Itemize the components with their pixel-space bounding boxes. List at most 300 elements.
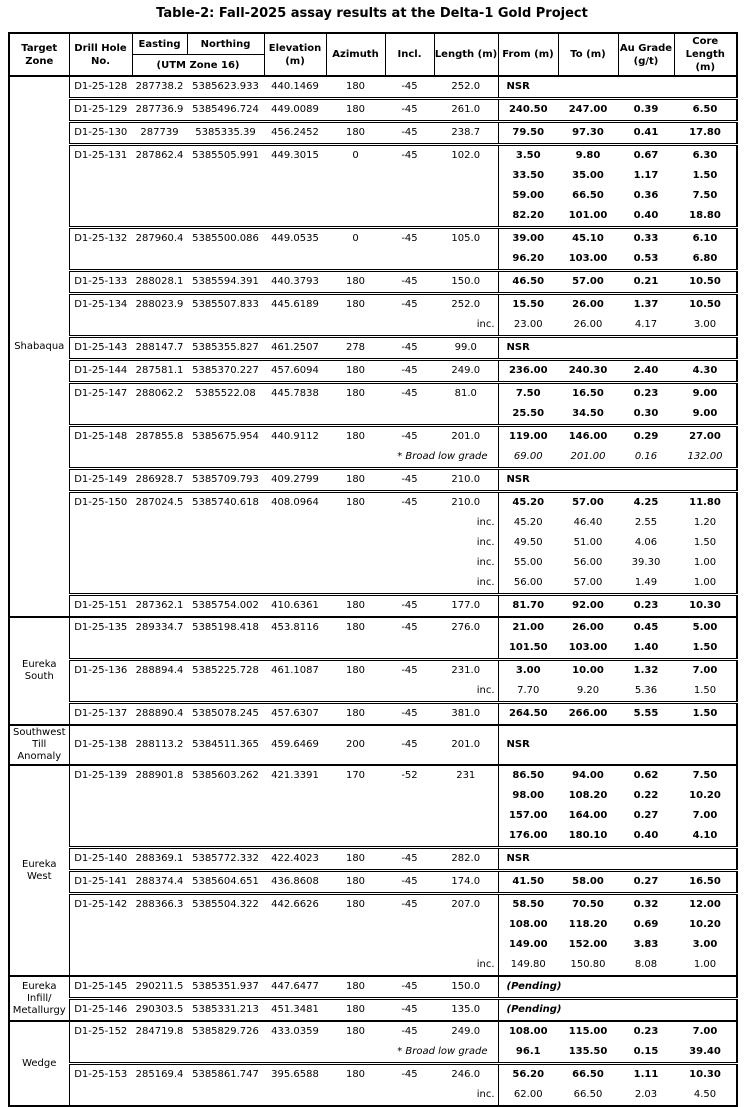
au-grade-cell: 0.36	[633, 189, 659, 201]
to-cell: 103.00	[568, 252, 608, 264]
to-cell: 9.80	[558, 145, 618, 167]
azimuth-cell: 180	[326, 271, 385, 294]
from-cell: 56.20	[498, 1064, 558, 1086]
au-grade-cell: 0.39	[618, 99, 674, 122]
header-core-length: Core Length (m)	[674, 33, 737, 76]
header-incl: Incl.	[385, 33, 434, 76]
filler-cell	[69, 1042, 326, 1064]
to-cell: 118.20	[568, 918, 608, 930]
azimuth-cell: 180	[326, 383, 385, 405]
au-grade-cell: 1.37	[618, 294, 674, 316]
northing-cell: 5385225.728	[187, 660, 264, 682]
core-length-cell: 3.00	[692, 938, 718, 950]
filler-cell	[69, 513, 434, 533]
from-cell: 69.00	[498, 447, 558, 469]
to-cell: 57.00	[573, 576, 603, 588]
easting-cell: 288062.2	[132, 383, 187, 405]
incl-cell: -45	[385, 1021, 434, 1042]
to-cell: 201.00	[570, 450, 606, 462]
azimuth-cell: 200	[326, 725, 385, 765]
azimuth-cell: 180	[326, 492, 385, 514]
incl-cell: -45	[385, 122, 434, 145]
to-cell: 35.00	[572, 169, 604, 181]
incl-cell: -45	[385, 99, 434, 122]
header-elevation: Elevation (m)	[264, 33, 326, 76]
easting-cell: 289334.7	[132, 617, 187, 638]
easting-cell: 288023.9	[132, 294, 187, 316]
from-cell: 41.50	[498, 871, 558, 894]
incl-cell: -45	[385, 894, 434, 916]
to-cell: 16.50	[558, 383, 618, 405]
to-cell: 45.10	[558, 228, 618, 250]
easting-cell: 288369.1	[132, 848, 187, 871]
header-au-grade: Au Grade (g/t)	[618, 33, 674, 76]
from-cell: 82.20	[498, 206, 558, 228]
northing-cell: 5385740.618	[187, 492, 264, 514]
au-grade-cell: 0.69	[633, 918, 659, 930]
elevation-cell: 451.3481	[264, 999, 326, 1022]
from-cell: 45.20	[498, 492, 558, 514]
assay-row	[9, 1042, 737, 1064]
elevation-cell: 445.7838	[264, 383, 326, 405]
to-cell: 180.10	[568, 829, 608, 841]
au-grade-cell: 4.17	[634, 318, 658, 330]
easting-cell: 288894.4	[132, 660, 187, 682]
zone-cell: Eureka West	[9, 765, 69, 976]
northing-cell: 5385505.991	[187, 145, 264, 167]
drill-hole-cell: D1-25-138	[69, 725, 132, 765]
assay-row	[9, 725, 737, 765]
from-cell: 101.50	[498, 638, 558, 660]
to-cell: 57.00	[558, 271, 618, 294]
northing-cell: 5385355.827	[187, 337, 264, 360]
incl-cell: -45	[385, 871, 434, 894]
filler-cell	[69, 206, 498, 228]
from-cell: 81.70	[498, 595, 558, 618]
from-cell: 56.00	[498, 573, 558, 595]
elevation-cell: 449.0089	[264, 99, 326, 122]
from-cell: 3.50	[498, 145, 558, 167]
easting-cell: 284719.8	[132, 1021, 187, 1042]
core-length-cell: 7.00	[692, 809, 718, 821]
assay-row	[9, 337, 737, 360]
to-cell: 108.20	[568, 789, 608, 801]
northing-cell: 5385335.39	[187, 122, 264, 145]
length-cell: 81.0	[434, 383, 498, 405]
easting-cell: 286928.7	[132, 469, 187, 492]
azimuth-cell: 180	[326, 76, 385, 99]
azimuth-cell: 180	[326, 871, 385, 894]
filler-cell	[69, 166, 498, 186]
assay-table	[8, 32, 738, 1107]
au-grade-cell: 3.83	[633, 938, 659, 950]
au-grade-cell: 0.41	[618, 122, 674, 145]
incl-cell: -45	[385, 426, 434, 448]
from-cell: 33.50	[498, 166, 558, 186]
from-cell: 240.50	[498, 99, 558, 122]
au-grade-cell: 0.32	[618, 894, 674, 916]
length-cell: 231.0	[434, 660, 498, 682]
core-length-cell: 18.80	[689, 209, 721, 221]
length-cell: 252.0	[434, 294, 498, 316]
inc-label: inc.	[476, 576, 495, 588]
elevation-cell: 461.1087	[264, 660, 326, 682]
azimuth-cell: 180	[326, 660, 385, 682]
to-cell: 26.00	[573, 318, 603, 330]
from-cell: 264.50	[498, 703, 558, 726]
assay-row	[9, 955, 737, 976]
drill-hole-cell: D1-25-153	[69, 1064, 132, 1086]
table-header	[9, 33, 737, 76]
to-cell: 34.50	[572, 407, 604, 419]
zone-cell: Eureka South	[9, 617, 69, 725]
assay-row	[9, 848, 737, 871]
elevation-cell: 436.8608	[264, 871, 326, 894]
easting-cell: 287736.9	[132, 99, 187, 122]
inc-label: inc.	[476, 958, 495, 970]
elevation-cell: 449.3015	[264, 145, 326, 167]
drill-hole-cell: D1-25-131	[69, 145, 132, 167]
incl-cell: -45	[385, 271, 434, 294]
assay-row	[9, 935, 737, 955]
assay-row	[9, 294, 737, 316]
azimuth-cell: 180	[326, 294, 385, 316]
filler-cell	[69, 404, 498, 426]
azimuth-cell: 278	[326, 337, 385, 360]
to-cell: 115.00	[558, 1021, 618, 1042]
from-cell: 58.50	[498, 894, 558, 916]
core-length-cell: 9.00	[692, 407, 718, 419]
pending-cell: (Pending)	[498, 976, 737, 999]
au-grade-cell: 0.16	[634, 450, 658, 462]
azimuth-cell: 170	[326, 765, 385, 786]
inc-label: inc.	[476, 1088, 495, 1100]
length-cell: 276.0	[434, 617, 498, 638]
incl-cell: -45	[385, 294, 434, 316]
azimuth-cell: 180	[326, 848, 385, 871]
assay-row	[9, 826, 737, 848]
filler-cell	[69, 638, 498, 660]
azimuth-cell: 180	[326, 617, 385, 638]
core-length-cell: 1.20	[693, 516, 717, 528]
from-cell: 7.70	[498, 681, 558, 703]
elevation-cell: 445.6189	[264, 294, 326, 316]
core-length-cell: 4.10	[692, 829, 718, 841]
easting-cell: 285169.4	[132, 1064, 187, 1086]
to-cell: 92.00	[558, 595, 618, 618]
filler-cell	[69, 249, 498, 271]
core-length-cell: 10.50	[674, 271, 737, 294]
header-northing: Northing	[187, 33, 264, 55]
elevation-cell: 421.3391	[264, 765, 326, 786]
assay-row	[9, 228, 737, 250]
core-length-cell: 6.80	[692, 252, 718, 264]
to-cell: 101.00	[568, 209, 608, 221]
to-cell: 164.00	[568, 809, 608, 821]
drill-hole-cell: D1-25-132	[69, 228, 132, 250]
pending-cell: (Pending)	[498, 999, 737, 1022]
core-length-cell: 4.30	[674, 360, 737, 383]
incl-cell: -45	[385, 976, 434, 999]
core-length-cell: 3.00	[693, 318, 717, 330]
header-length: Length (m)	[434, 33, 498, 76]
core-length-cell: 27.00	[674, 426, 737, 448]
incl-cell: -45	[385, 469, 434, 492]
header-easting: Easting	[132, 33, 187, 55]
elevation-cell: 422.4023	[264, 848, 326, 871]
northing-cell: 5385829.726	[187, 1021, 264, 1042]
assay-row	[9, 492, 737, 514]
au-grade-cell: 0.40	[633, 829, 659, 841]
core-length-cell: 1.50	[692, 169, 718, 181]
incl-cell: -45	[385, 725, 434, 765]
length-cell: 150.0	[434, 976, 498, 999]
drill-hole-cell: D1-25-141	[69, 871, 132, 894]
northing-cell: 5385772.332	[187, 848, 264, 871]
core-length-cell: 7.00	[674, 1021, 737, 1042]
length-cell: 210.0	[434, 469, 498, 492]
elevation-cell: 447.6477	[264, 976, 326, 999]
assay-row	[9, 186, 737, 206]
drill-hole-cell: D1-25-142	[69, 894, 132, 916]
au-grade-cell: 0.21	[618, 271, 674, 294]
to-cell: 152.00	[568, 938, 608, 950]
zone-cell: Shabaqua	[9, 76, 69, 617]
assay-row	[9, 360, 737, 383]
incl-cell: -45	[385, 145, 434, 167]
easting-cell: 287855.8	[132, 426, 187, 448]
azimuth-cell: 180	[326, 1021, 385, 1042]
easting-cell: 287739	[132, 122, 187, 145]
length-cell: 261.0	[434, 99, 498, 122]
length-cell: 252.0	[434, 76, 498, 99]
filler-cell	[69, 681, 434, 703]
azimuth-cell: 180	[326, 703, 385, 726]
easting-cell: 287362.1	[132, 595, 187, 618]
easting-cell: 288147.7	[132, 337, 187, 360]
northing-cell: 5385370.227	[187, 360, 264, 383]
northing-cell: 5385198.418	[187, 617, 264, 638]
drill-hole-cell: D1-25-149	[69, 469, 132, 492]
northing-cell: 5385507.833	[187, 294, 264, 316]
inc-label: inc.	[476, 536, 495, 548]
header-utm-zone: (UTM Zone 16)	[132, 55, 264, 77]
length-cell: 135.0	[434, 999, 498, 1022]
easting-cell: 288113.2	[132, 725, 187, 765]
to-cell: 46.40	[573, 516, 603, 528]
inc-label: inc.	[476, 556, 495, 568]
length-cell: 249.0	[434, 1021, 498, 1042]
northing-cell: 5385603.262	[187, 765, 264, 786]
azimuth-cell: 180	[326, 360, 385, 383]
assay-row	[9, 638, 737, 660]
northing-cell: 5385496.724	[187, 99, 264, 122]
elevation-cell: 409.2799	[264, 469, 326, 492]
assay-row	[9, 660, 737, 682]
incl-cell: -45	[385, 228, 434, 250]
drill-hole-cell: D1-25-144	[69, 360, 132, 383]
filler-cell	[69, 186, 498, 206]
incl-cell: -45	[385, 848, 434, 871]
azimuth-cell: 180	[326, 976, 385, 999]
au-grade-cell: 1.11	[618, 1064, 674, 1086]
azimuth-cell: 180	[326, 469, 385, 492]
core-length-cell: 1.00	[693, 556, 717, 568]
au-grade-cell: 0.23	[618, 1021, 674, 1042]
elevation-cell: 459.6469	[264, 725, 326, 765]
assay-row	[9, 617, 737, 638]
northing-cell: 5385351.937	[187, 976, 264, 999]
filler-cell	[69, 826, 498, 848]
easting-cell: 287581.1	[132, 360, 187, 383]
nsr-cell: NSR	[498, 725, 737, 765]
filler-cell	[69, 1085, 434, 1106]
length-cell: 150.0	[434, 271, 498, 294]
assay-row	[9, 533, 737, 553]
au-grade-cell: 0.40	[633, 209, 659, 221]
au-grade-cell: 0.53	[633, 252, 659, 264]
elevation-cell: 395.6588	[264, 1064, 326, 1086]
to-cell: 66.50	[572, 189, 604, 201]
au-grade-cell: 1.17	[633, 169, 659, 181]
from-cell: 79.50	[498, 122, 558, 145]
assay-row	[9, 1064, 737, 1086]
from-cell: 96.1	[498, 1042, 558, 1064]
length-cell: 201.0	[434, 725, 498, 765]
northing-cell: 5385709.793	[187, 469, 264, 492]
filler-cell	[69, 786, 498, 806]
from-cell: 15.50	[498, 294, 558, 316]
inc-label: inc.	[476, 684, 495, 696]
drill-hole-cell: D1-25-143	[69, 337, 132, 360]
length-cell: 231	[434, 765, 498, 786]
core-length-cell: 5.00	[674, 617, 737, 638]
incl-cell: -45	[385, 337, 434, 360]
core-length-cell: 6.10	[674, 228, 737, 250]
northing-cell: 5385675.954	[187, 426, 264, 448]
northing-cell: 5385754.002	[187, 595, 264, 618]
assay-row	[9, 976, 737, 999]
core-length-cell: 10.20	[689, 918, 721, 930]
au-grade-cell: 0.62	[618, 765, 674, 786]
from-cell: 149.80	[498, 955, 558, 976]
core-length-cell: 7.50	[674, 765, 737, 786]
length-cell: 201.0	[434, 426, 498, 448]
au-grade-cell: 2.03	[634, 1088, 658, 1100]
elevation-cell: 457.6307	[264, 703, 326, 726]
drill-hole-cell: D1-25-152	[69, 1021, 132, 1042]
assay-row	[9, 426, 737, 448]
easting-cell: 287862.4	[132, 145, 187, 167]
assay-row	[9, 249, 737, 271]
azimuth-cell: 180	[326, 595, 385, 618]
from-cell: 98.00	[498, 786, 558, 806]
drill-hole-cell: D1-25-128	[69, 76, 132, 99]
drill-hole-cell: D1-25-134	[69, 294, 132, 316]
length-cell: 282.0	[434, 848, 498, 871]
assay-row	[9, 999, 737, 1022]
to-cell: 26.00	[558, 294, 618, 316]
incl-cell: -45	[385, 999, 434, 1022]
core-length-cell: 1.50	[693, 536, 717, 548]
assay-row	[9, 206, 737, 228]
drill-hole-cell: D1-25-147	[69, 383, 132, 405]
assay-row	[9, 681, 737, 703]
assay-row	[9, 76, 737, 99]
easting-cell: 290303.5	[132, 999, 187, 1022]
assay-row	[9, 513, 737, 533]
assay-row	[9, 99, 737, 122]
elevation-cell: 456.2452	[264, 122, 326, 145]
assay-row	[9, 786, 737, 806]
incl-cell: -45	[385, 383, 434, 405]
from-cell: 46.50	[498, 271, 558, 294]
broad-low-grade-label: * Broad low grade	[397, 450, 488, 462]
au-grade-cell: 0.45	[618, 617, 674, 638]
northing-cell: 5385594.391	[187, 271, 264, 294]
core-length-cell: 39.40	[689, 1045, 721, 1057]
from-cell: 86.50	[498, 765, 558, 786]
from-cell: 176.00	[498, 826, 558, 848]
au-grade-cell: 4.06	[634, 536, 658, 548]
to-cell: 247.00	[558, 99, 618, 122]
core-length-cell: 12.00	[674, 894, 737, 916]
au-grade-cell: 1.40	[633, 641, 659, 653]
length-cell: 102.0	[434, 145, 498, 167]
au-grade-cell: 0.30	[633, 407, 659, 419]
from-cell: 59.00	[498, 186, 558, 206]
filler-cell	[69, 915, 498, 935]
au-grade-cell: 2.55	[634, 516, 658, 528]
azimuth-cell: 0	[326, 228, 385, 250]
au-grade-cell: 0.22	[633, 789, 659, 801]
core-length-cell: 6.50	[674, 99, 737, 122]
easting-cell: 290211.5	[132, 976, 187, 999]
assay-row	[9, 383, 737, 405]
broad-low-grade-label: * Broad low grade	[397, 1045, 488, 1057]
zone-cell: Eureka Infill/ Metallurgy	[9, 976, 69, 1021]
from-cell: 25.50	[498, 404, 558, 426]
assay-row	[9, 871, 737, 894]
core-length-cell: 1.00	[693, 958, 717, 970]
core-length-cell: 1.50	[692, 641, 718, 653]
inc-label: inc.	[476, 318, 495, 330]
core-length-cell: 1.50	[674, 703, 737, 726]
incl-cell: -45	[385, 660, 434, 682]
au-grade-cell: 39.30	[631, 556, 661, 568]
from-cell: 96.20	[498, 249, 558, 271]
drill-hole-cell: D1-25-137	[69, 703, 132, 726]
nsr-cell: NSR	[498, 469, 737, 492]
nsr-cell: NSR	[498, 337, 737, 360]
to-cell: 97.30	[558, 122, 618, 145]
assay-row	[9, 765, 737, 786]
azimuth-cell: 180	[326, 122, 385, 145]
from-cell: 108.00	[498, 1021, 558, 1042]
zone-cell: Southwest Till Anomaly	[9, 725, 69, 765]
elevation-cell: 461.2507	[264, 337, 326, 360]
header-to: To (m)	[558, 33, 618, 76]
length-cell: 207.0	[434, 894, 498, 916]
to-cell: 135.50	[568, 1045, 608, 1057]
assay-row	[9, 404, 737, 426]
au-grade-cell: 4.25	[618, 492, 674, 514]
elevation-cell: 433.0359	[264, 1021, 326, 1042]
header-azimuth: Azimuth	[326, 33, 385, 76]
incl-cell: -52	[385, 765, 434, 786]
from-cell: 7.50	[498, 383, 558, 405]
incl-cell: -45	[385, 360, 434, 383]
